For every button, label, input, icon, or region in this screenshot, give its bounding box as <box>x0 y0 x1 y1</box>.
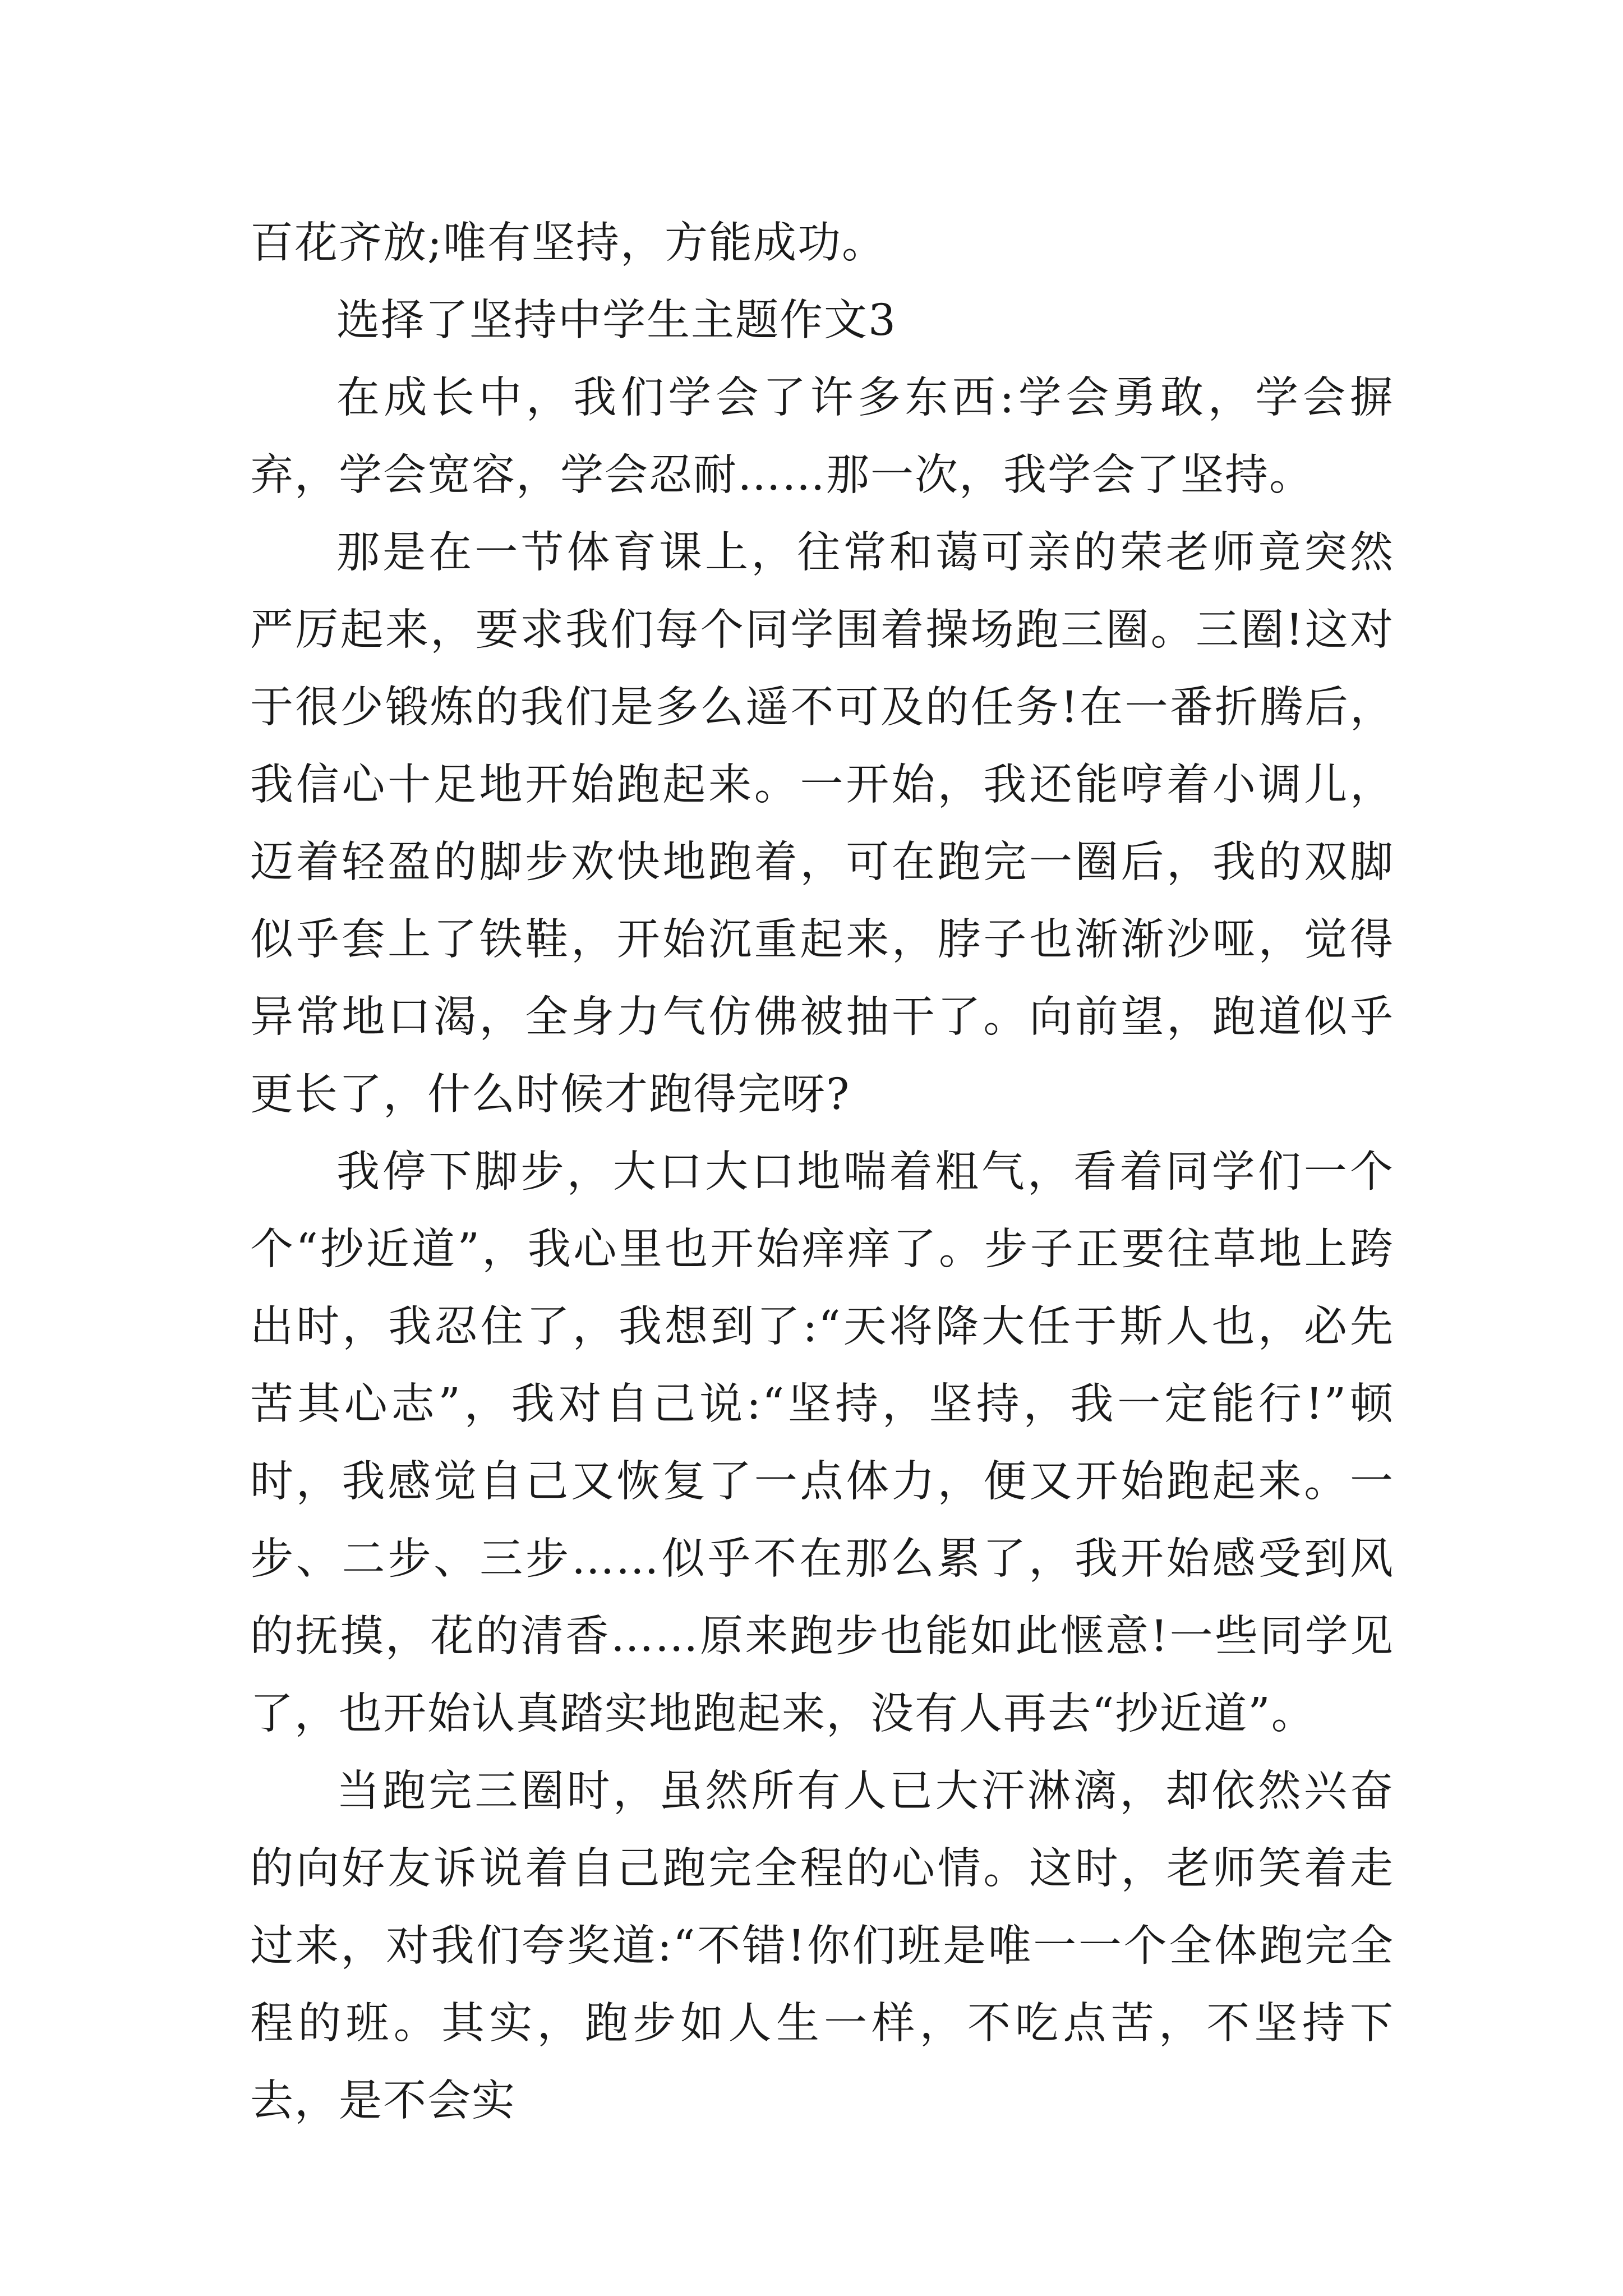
paragraph-finish: 当跑完三圈时，虽然所有人已大汗淋漓，却依然兴奋的向好友诉说着自己跑完全程的心情。这时，老师笑着走过来，对我们夸奖道:“不错!你们班是唯一一个全体跑完全程的班。其实，跑步如人生一样，不吃点苦，不坚持下去，是不会实 <box>250 1766 1394 2126</box>
essay-title: 选择了坚持中学生主题作文3 <box>336 296 897 346</box>
paragraph-pe-class: 那是在一节体育课上，往常和蔼可亲的荣老师竟突然严厉起来，要求我们每个同学围着操场跑三圈。三圈!这对于很少锻炼的我们是多么遥不可及的任务!在一番折腾后，我信心十足地开始跑起来。一开始，我还能哼着小调儿，迈着轻盈的脚步欢快地跑着，可在跑完一圈后，我的双脚似乎套上了铁鞋，开始沉重起来，脖子也渐渐沙哑，觉得异常地口渴，全身力气仿佛被抽干了。向前望，跑道似乎更长了，什么时候才跑得完呀? <box>250 528 1394 1120</box>
document-body <box>250 205 1394 2140</box>
paragraph-continuation: 百花齐放;唯有坚持，方能成功。 <box>250 218 886 268</box>
paragraph-persist: 我停下脚步，大口大口地喘着粗气，看着同学们一个个“抄近道”，我心里也开始痒痒了。步子正要往草地上跨出时，我忍住了，我想到了:“天将降大任于斯人也，必先苦其心志”，我对自己说:“坚持，坚持，我一定能行!”顿时，我感觉自己又恢复了一点体力，便又开始跑起来。一步、二步、三步……似乎不在那么累了，我开始感受到风的抚摸，花的清香……原来跑步也能如此惬意!一些同学见了，也开始认真踏实地跑起来，没有人再去“抄近道”。 <box>250 1147 1394 1739</box>
paragraph-intro: 在成长中，我们学会了许多东西:学会勇敢，学会摒弃，学会宽容，学会忍耐……那一次，我学会了坚持。 <box>250 373 1394 500</box>
